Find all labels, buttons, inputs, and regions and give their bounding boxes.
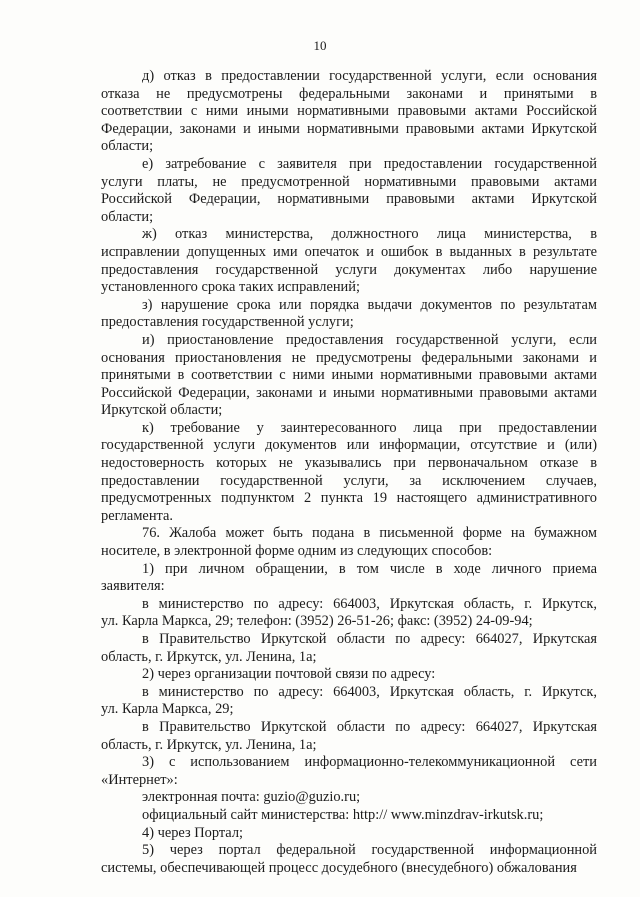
text-line: принятыми в соответствии с ними иными нормативными правовыми актами <box>101 367 597 384</box>
text-line: предусмотренных подпунктом 2 пункта 19 настоящего административного <box>101 490 597 507</box>
document-body <box>101 68 597 877</box>
text-line: з) нарушение срока или порядка выдачи документов по результатам <box>142 296 597 313</box>
text-line: государственной услуги документов или информации, отсутствие и (или) <box>101 437 597 454</box>
paragraph-m2b <box>101 719 597 754</box>
text-line: Иркутской области; <box>101 402 223 419</box>
text-line: область, г. Иркутск, ул. Ленина, 1а; <box>101 736 317 753</box>
text-line: недостоверность которых не указывались при первоначальном отказе в <box>101 455 597 472</box>
paragraph-m3b <box>101 807 597 825</box>
text-line: заявителя: <box>101 578 165 595</box>
text-line: к) требование у заинтересованного лица при предоставлении <box>142 419 597 436</box>
text-line: Федерации, законами и иными нормативными правовыми актами Иркутской <box>101 120 597 137</box>
paragraph-zh <box>101 226 597 296</box>
text-line: е) затребование с заявителя при предоставлении государственной <box>142 155 597 172</box>
text-line: и) приостановление предоставления государственной услуги, если <box>142 331 597 348</box>
text-line: предоставлении государственной услуги, за исключением случаев, <box>101 472 597 489</box>
text-line: отказа не предусмотрены федеральными законами и принятыми в <box>101 85 597 102</box>
text-line: соответствии с ними иными нормативными правовыми актами Российской <box>101 103 597 120</box>
page-number: 10 <box>313 38 327 53</box>
text-line: системы, обеспечивающей процесс досудебного (внесудебного) обжалования <box>101 859 577 876</box>
text-line: основания приостановления не предусмотрены федеральными законами и <box>101 349 597 366</box>
text-line: Российской Федерации, законами и иными нормативными правовыми актами <box>101 384 597 401</box>
text-line: в Правительство Иркутской области по адресу: 664027, Иркутская <box>142 631 597 647</box>
text-line: услуги платы, не предусмотренной нормативными правовыми актами <box>101 173 597 190</box>
text-line: д) отказ в предоставлении государственной услуги, если основания <box>142 68 597 84</box>
text-line: ул. Карла Маркса, 29; телефон: (3952) 26-51-26; факс: (3952) 24-09-94; <box>101 613 533 630</box>
text-line: ж) отказ министерства, должностного лица министерства, в <box>142 226 597 243</box>
paragraph-i <box>101 332 597 420</box>
text-line: в министерство по адресу: 664003, Иркутская область, г. Иркутск, <box>142 683 597 700</box>
paragraph-m1a <box>101 596 597 631</box>
text-line: Российской Федерации, нормативными правовыми актами Иркутской <box>101 191 597 208</box>
text-line: регламента. <box>101 507 173 524</box>
paragraph-e <box>101 156 597 226</box>
text-line: 3) с использованием информационно-телекоммуникационной сети <box>142 754 597 771</box>
paragraph-m2 <box>101 666 597 684</box>
paragraph-m5 <box>101 842 597 877</box>
text-line: в Правительство Иркутской области по адресу: 664027, Иркутская <box>142 718 597 735</box>
text-line: официальный сайт министерства: http:// www.minzdrav-irkutsk.ru; <box>142 806 544 823</box>
text-line: области; <box>101 138 154 155</box>
text-line: области; <box>101 208 154 225</box>
text-line: носителе, в электронной форме одним из следующих способов: <box>101 543 493 560</box>
text-line: предоставления государственной услуги документах либо нарушение <box>101 261 597 278</box>
text-line: 1) при личном обращении, в том числе в ходе личного приема <box>142 560 597 577</box>
text-line: установленного срока таких исправлений; <box>101 279 360 296</box>
text-line: область, г. Иркутск, ул. Ленина, 1а; <box>101 648 317 665</box>
text-line: «Интернет»: <box>101 771 178 788</box>
paragraph-m4 <box>101 825 597 843</box>
text-line: электронная почта: guzio@guzio.ru; <box>142 789 361 806</box>
paragraph-z <box>101 297 597 332</box>
text-line: 2) через организации почтовой связи по адресу: <box>142 666 436 683</box>
text-line: 4) через Портал; <box>142 824 244 841</box>
text-line: исправлении допущенных ими опечаток и ошибок в выданных в результате <box>101 243 597 260</box>
text-line: предоставления государственной услуги; <box>101 314 354 331</box>
paragraph-k <box>101 420 597 526</box>
text-line: в министерство по адресу: 664003, Иркутская область, г. Иркутск, <box>142 595 597 612</box>
text-line: ул. Карла Маркса, 29; <box>101 701 234 718</box>
paragraph-p76 <box>101 525 597 560</box>
paragraph-m3a <box>101 789 597 807</box>
paragraph-m3 <box>101 754 597 789</box>
text-line: 5) через портал федеральной государственной информационной <box>142 842 597 859</box>
paragraph-d <box>101 68 597 156</box>
paragraph-m1 <box>101 561 597 596</box>
paragraph-m2a <box>101 684 597 719</box>
paragraph-m1b <box>101 631 597 666</box>
text-line: 76. Жалоба может быть подана в письменной форме на бумажном <box>142 525 597 542</box>
